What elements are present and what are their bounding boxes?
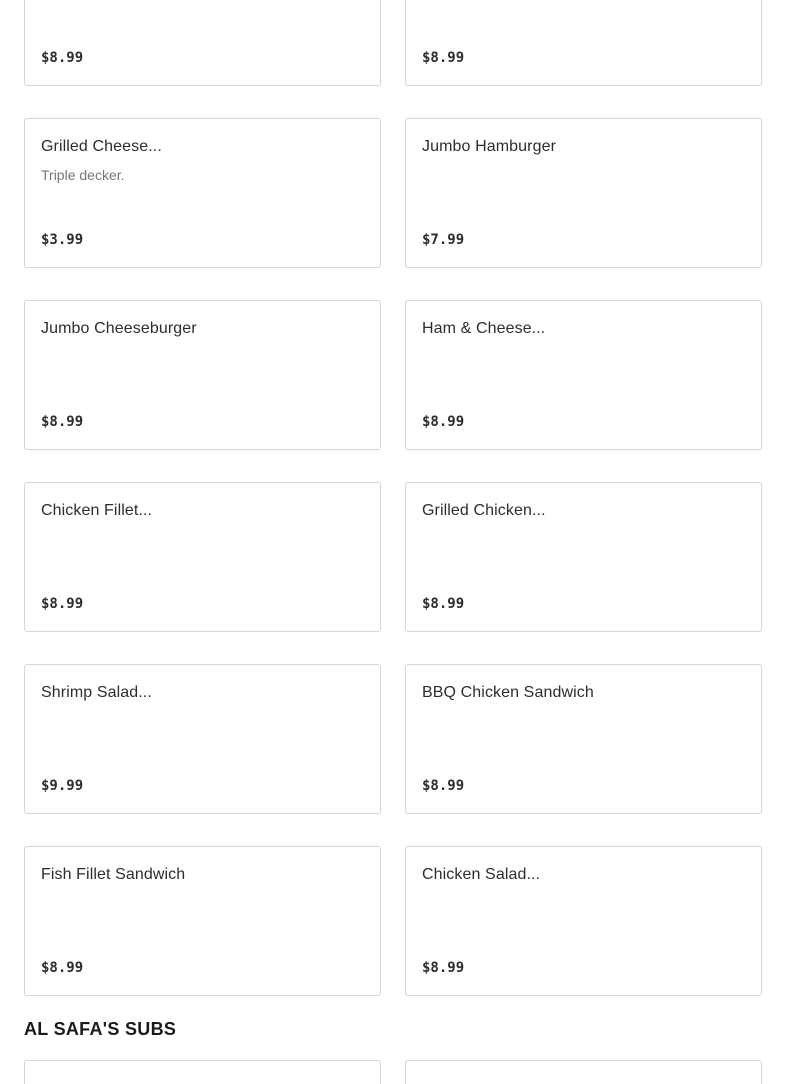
menu-item-card[interactable]: [405, 300, 762, 450]
menu-item-card[interactable]: [405, 664, 762, 814]
menu-item-price: $8.99: [422, 414, 465, 430]
menu-item-name: Jumbo Cheeseburger: [41, 320, 197, 337]
menu-item-price: $9.99: [41, 778, 84, 794]
menu-item-card[interactable]: [405, 118, 762, 268]
menu-item-name: Grilled Chicken...: [422, 502, 546, 519]
menu-item-name: Fish Fillet Sandwich: [41, 866, 186, 883]
menu-item-name: BBQ Chicken Sandwich: [422, 684, 594, 701]
menu-item-card[interactable]: [24, 664, 381, 814]
section-heading: AL SAFA'S SUBS: [24, 1019, 177, 1039]
menu-item-name: Chicken Fillet...: [41, 502, 153, 519]
menu-item-price: $8.99: [41, 414, 84, 430]
menu-item-card[interactable]: [24, 482, 381, 632]
menu-item-card[interactable]: [405, 0, 762, 86]
menu-item-card[interactable]: [24, 846, 381, 996]
menu-item-name: Shrimp Salad...: [41, 684, 152, 701]
menu-item-price: $8.99: [422, 50, 465, 66]
menu-item-price: $8.99: [422, 960, 465, 976]
menu-item-price: $7.99: [422, 232, 465, 248]
menu-item-price: $8.99: [41, 960, 84, 976]
menu-item-price: $8.99: [41, 50, 84, 66]
menu-item-card[interactable]: [405, 1060, 762, 1084]
menu-item-card[interactable]: [24, 300, 381, 450]
menu-item-name: Chicken Salad...: [422, 866, 541, 883]
menu-item-price: $8.99: [41, 596, 84, 612]
menu-item-name: Jumbo Hamburger: [422, 138, 556, 155]
menu-item-name: Grilled Cheese...: [41, 138, 162, 155]
menu-item-card[interactable]: [24, 1060, 381, 1084]
menu-item-price: $3.99: [41, 232, 84, 248]
menu-item-card[interactable]: [405, 482, 762, 632]
menu-item-price: $8.99: [422, 596, 465, 612]
menu-item-card[interactable]: [24, 118, 381, 268]
menu-item-card[interactable]: [405, 846, 762, 996]
menu-item-name: Ham & Cheese...: [422, 320, 546, 337]
menu-item-price: $8.99: [422, 778, 465, 794]
menu-item-description: Triple decker.: [41, 167, 125, 183]
menu-item-card[interactable]: [24, 0, 381, 86]
